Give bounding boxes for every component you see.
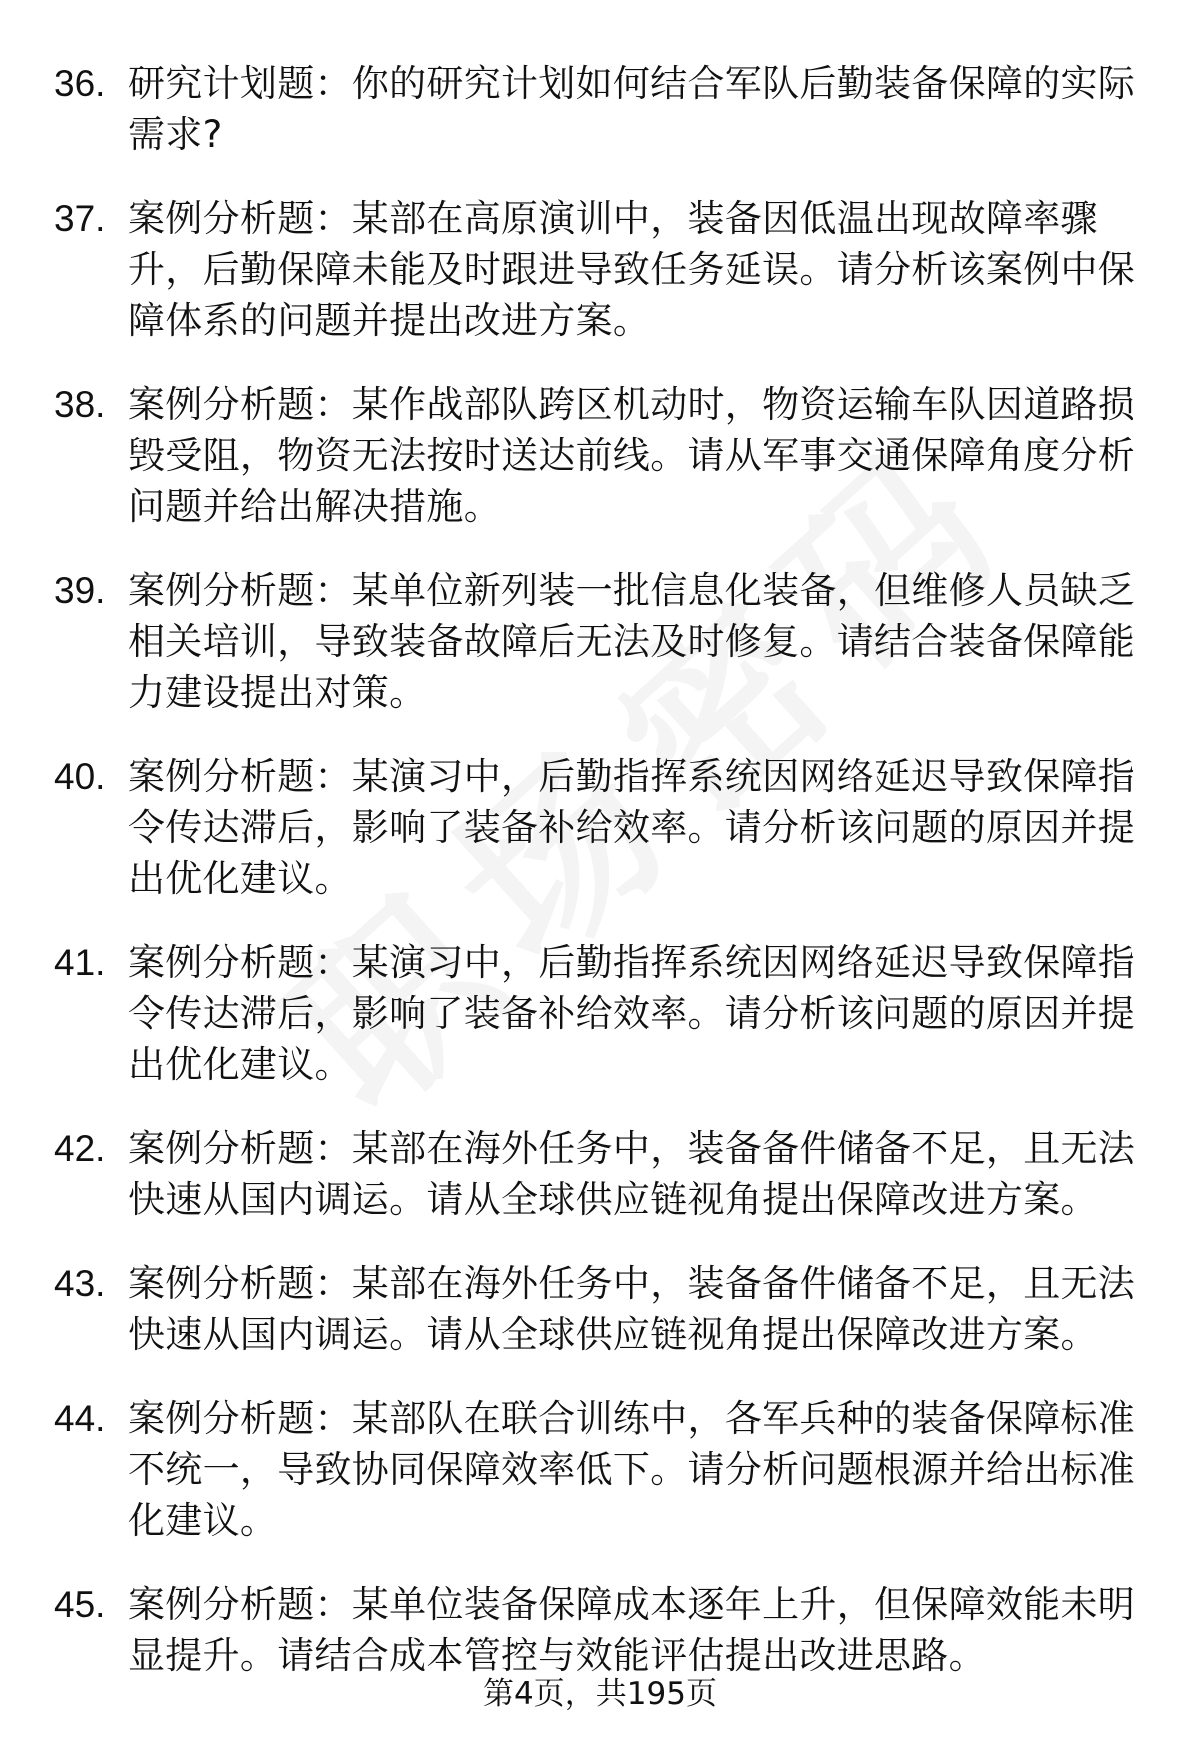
question-number: 36.	[54, 63, 106, 104]
question-text: 案例分析题：某单位装备保障成本逐年上升，但保障效能未明显提升。请结合成本管控与效能评估提出改进思路。	[128, 1583, 1136, 1677]
question-number: 37.	[54, 198, 106, 239]
question-text: 案例分析题：某作战部队跨区机动时，物资运输车队因道路损毁受阻，物资无法按时送达前线。请从军事交通保障角度分析问题并给出解决措施。	[128, 383, 1136, 528]
question-text: 案例分析题：某演习中，后勤指挥系统因网络延迟导致保障指令传达滞后，影响了装备补给效率。请分析该问题的原因并提出优化建议。	[128, 941, 1136, 1086]
question-number: 38.	[54, 384, 106, 425]
question-list	[0, 58, 1200, 1714]
page-footer	[0, 1674, 1200, 1714]
page-number-label: 第4页，共195页	[483, 1676, 717, 1712]
question-number: 40.	[54, 756, 106, 797]
question-number: 44.	[54, 1398, 106, 1439]
question-text: 研究计划题：你的研究计划如何结合军队后勤装备保障的实际需求?	[128, 62, 1136, 156]
question-text: 案例分析题：某单位新列装一批信息化装备，但维修人员缺乏相关培训，导致装备故障后无法及时修复。请结合装备保障能力建设提出对策。	[128, 569, 1136, 714]
question-text: 案例分析题：某部在海外任务中，装备备件储备不足，且无法快速从国内调运。请从全球供应链视角提出保障改进方案。	[128, 1262, 1136, 1356]
question-item	[0, 751, 1200, 904]
question-item	[0, 193, 1200, 346]
question-item	[0, 379, 1200, 532]
question-number: 42.	[54, 1128, 106, 1169]
question-number: 41.	[54, 942, 106, 983]
question-number: 39.	[54, 570, 106, 611]
question-item	[0, 937, 1200, 1090]
question-number: 43.	[54, 1263, 106, 1304]
question-text: 案例分析题：某演习中，后勤指挥系统因网络延迟导致保障指令传达滞后，影响了装备补给效率。请分析该问题的原因并提出优化建议。	[128, 755, 1136, 900]
question-number: 45.	[54, 1584, 106, 1625]
question-item	[0, 1393, 1200, 1546]
question-item	[0, 58, 1200, 160]
question-text: 案例分析题：某部队在联合训练中，各军兵种的装备保障标准不统一，导致协同保障效率低下。请分析问题根源并给出标准化建议。	[128, 1397, 1136, 1542]
question-item	[0, 565, 1200, 718]
question-item	[0, 1579, 1200, 1681]
question-text: 案例分析题：某部在海外任务中，装备备件储备不足，且无法快速从国内调运。请从全球供应链视角提出保障改进方案。	[128, 1127, 1136, 1221]
question-item	[0, 1123, 1200, 1225]
question-item	[0, 1258, 1200, 1360]
question-text: 案例分析题：某部在高原演训中，装备因低温出现故障率骤升，后勤保障未能及时跟进导致任务延误。请分析该案例中保障体系的问题并提出改进方案。	[128, 197, 1136, 342]
